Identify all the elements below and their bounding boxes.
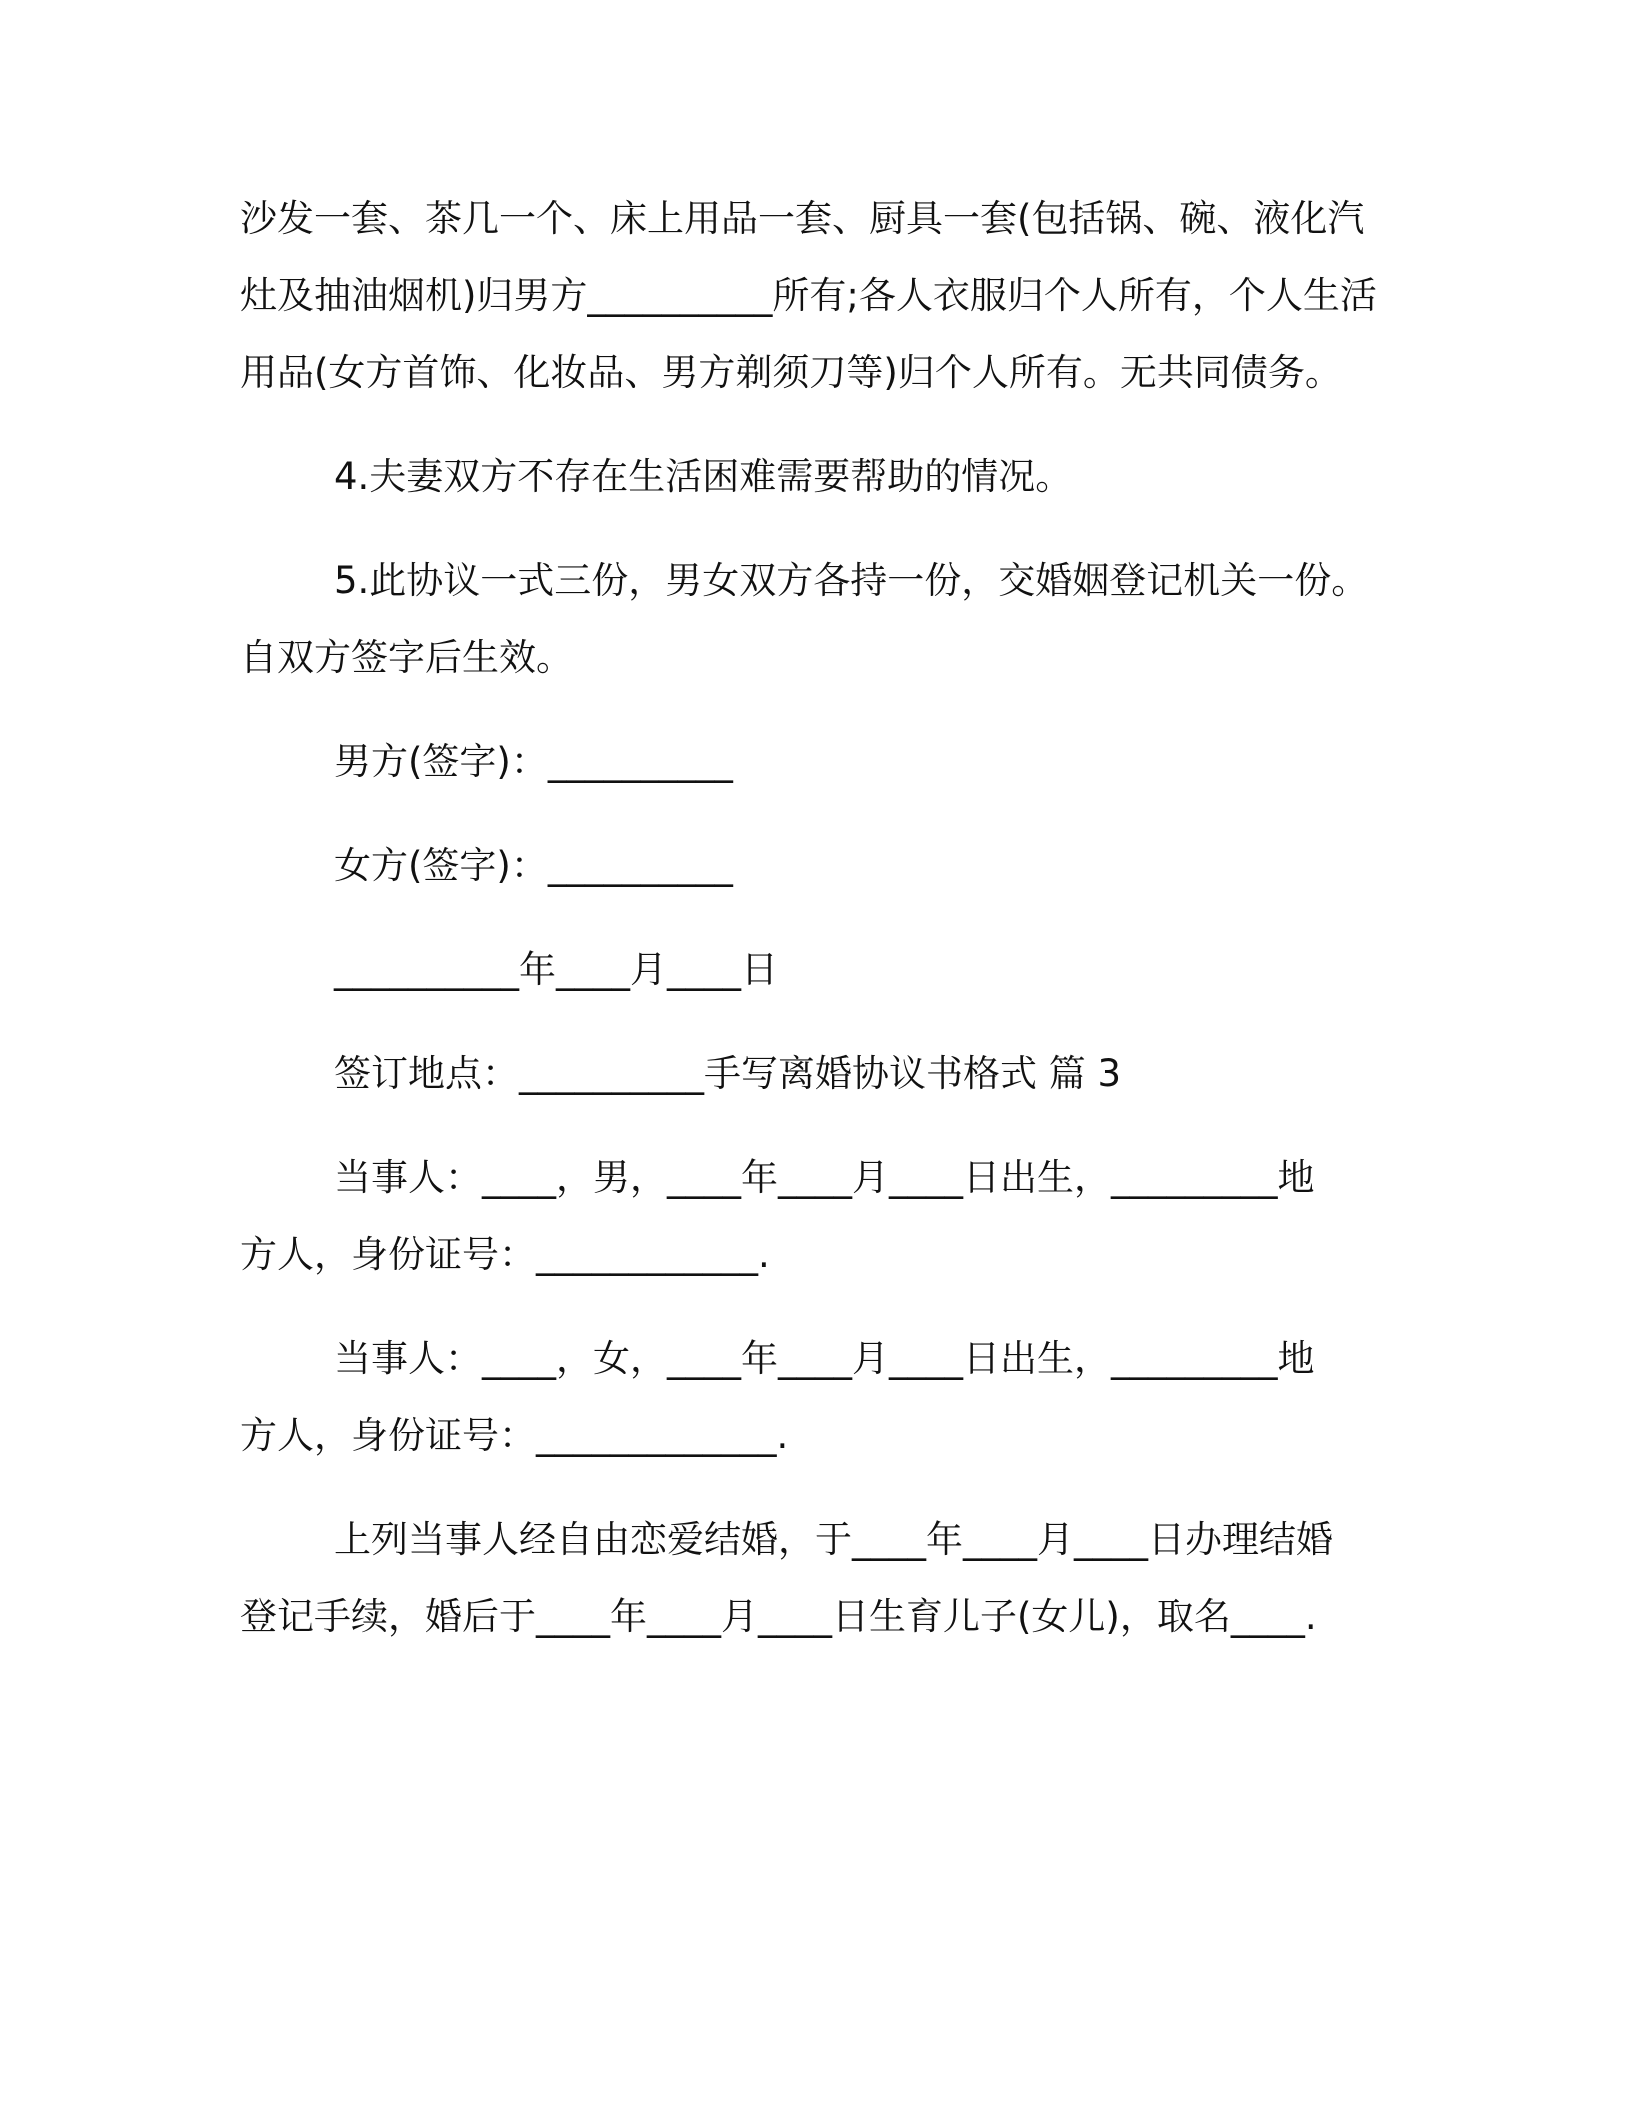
paragraph-property-division	[240, 180, 1400, 411]
party-male-paragraph	[240, 1139, 1400, 1293]
text-line: 方人，身份证号：____________.	[240, 1233, 770, 1276]
text-line: 上列当事人经自由恋爱结婚，于____年____月____日办理结婚	[334, 1518, 1333, 1561]
party-female-paragraph	[240, 1320, 1400, 1474]
text-line: 当事人：____，女，____年____月____日出生，_________地	[334, 1337, 1315, 1380]
text-line: 4.夫妻双方不存在生活困难需要帮助的情况。	[334, 455, 1073, 498]
text-line: 登记手续，婚后于____年____月____日生育儿子(女儿)，取名____.	[240, 1595, 1317, 1638]
text-line: 方人，身份证号：_____________.	[240, 1414, 789, 1457]
marriage-history-paragraph	[240, 1501, 1400, 1655]
male-signature-line	[240, 723, 1400, 800]
text-line: 自双方签字后生效。	[240, 636, 573, 679]
text-line: 男方(签字)：__________	[334, 740, 733, 783]
paragraph-clause-5	[240, 542, 1400, 696]
text-line: 签订地点：__________手写离婚协议书格式 篇 3	[334, 1052, 1122, 1095]
text-line: 当事人：____，男，____年____月____日出生，_________地	[334, 1156, 1315, 1199]
text-line: __________年____月____日	[334, 948, 778, 991]
text-line: 5.此协议一式三份，男女双方各持一份，交婚姻登记机关一份。	[334, 559, 1369, 602]
signing-place-line	[240, 1035, 1400, 1112]
text-line: 用品(女方首饰、化妆品、男方剃须刀等)归个人所有。无共同债务。	[240, 351, 1342, 394]
date-line	[240, 931, 1400, 1008]
text-line: 女方(签字)：__________	[334, 844, 733, 887]
paragraph-clause-4	[240, 438, 1400, 515]
document-body	[240, 180, 1400, 1682]
female-signature-line	[240, 827, 1400, 904]
text-line: 沙发一套、茶几一个、床上用品一套、厨具一套(包括锅、碗、液化汽	[240, 197, 1365, 240]
text-line: 灶及抽油烟机)归男方__________所有;各人衣服归个人所有，个人生活	[240, 274, 1377, 317]
